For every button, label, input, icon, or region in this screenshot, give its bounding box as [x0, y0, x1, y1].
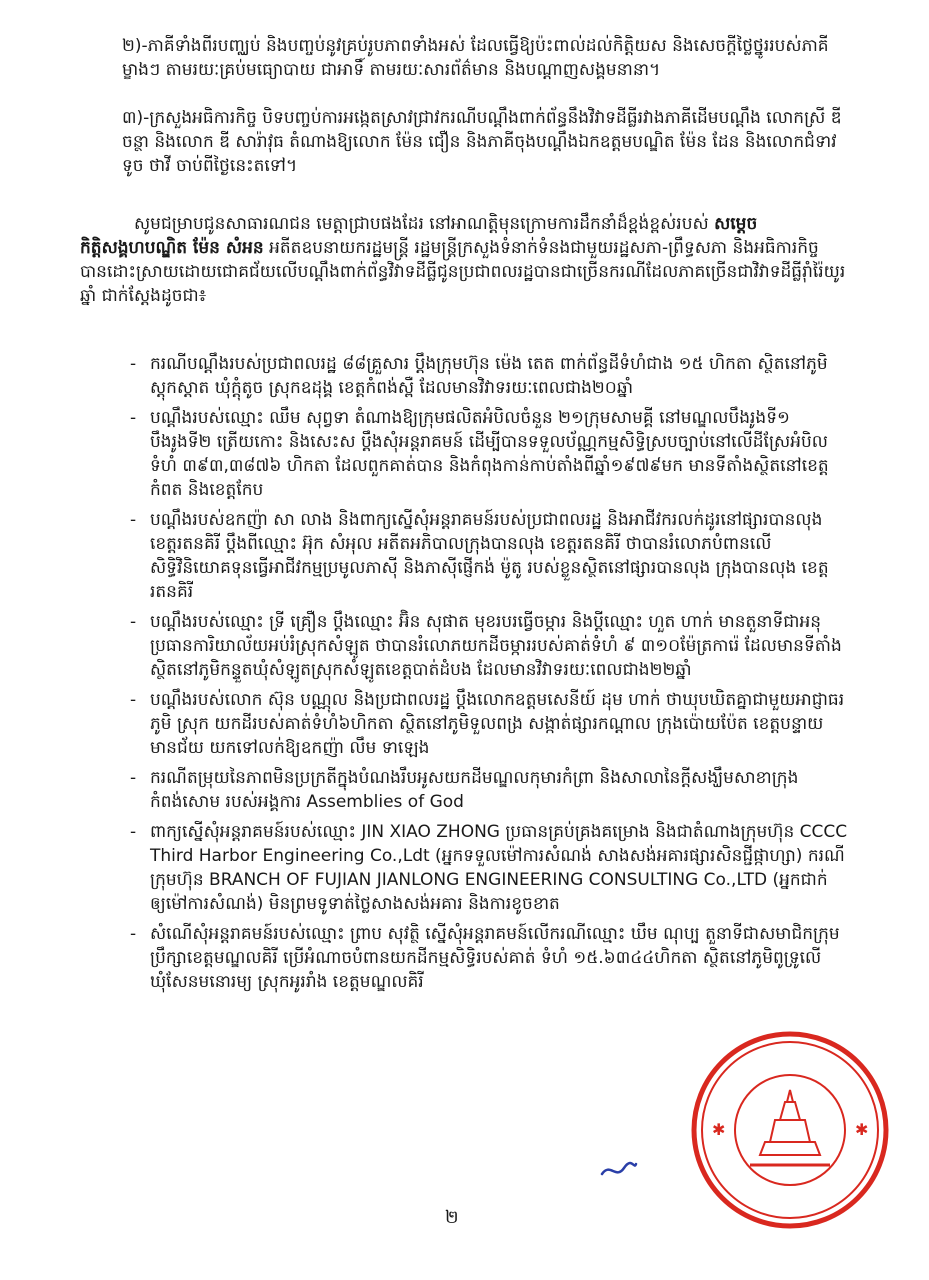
list-item-text: បណ្តឹងរបស់ឈ្មោះ ឈឹម សុព្វទា តំណាងឱ្យក្រុមផលិតអំបិលចំនួន ២១ក្រុមសាមគ្គី នៅមណ្ឌលបឹងរូងទី១ បឹងរូងទី២ ត្រើយកោះ និងសេះស ប្តឹងសុំអន្តរាគមន៍ ដើម្បីបានទទួលប័ណ្ណកម្មសិទ្ធិស្របច្បាប់នៅលើដីស្រែអំបិល ទំហំ ៣៩៣,៣៨៧៦ ហិកតា ដែលពួកគាត់បាន និងកំពុងកាន់កាប់តាំងពីឆ្នាំ១៩៧៩មក មានទីតាំងស្ថិតនៅខេត្តកំពត និងខេត្តកែប — [150, 408, 829, 500]
intro-text-b: អតីតឧបនាយករដ្ឋមន្ត្រី រដ្ឋមន្ត្រីក្រសួងទំនាក់ទំនងជាមួយរដ្ឋសភា-ព្រឹទ្ធសភា និងអធិការកិច្ច បានដោះស្រាយដោយជោគជ័យលើបណ្តឹងពាក់ព័ន្ធវិវាទដីធ្លីជូនប្រជាពលរដ្ឋបានជាច្រើនករណីដែលភាគច្រើនជាវិវាទដីធ្លីរ៉ាំរ៉ៃយូរឆ្នាំ ជាក់ស្តែងដូចជា៖ — [80, 238, 846, 306]
official-seal — [690, 1030, 890, 1230]
list-item: - បណ្តឹងរបស់ឧកញ៉ា សា លាង និងពាក្យស្នើសុំអន្តរាគមន៍របស់ប្រជាពលរដ្ឋ និងអាជីវករលក់ដូរនៅផ្សារបានលុង ខេត្តរតនគិរី ប្តឹងពីឈ្មោះ អ៊ុក សំអុល អតីតអភិបាលក្រុងបានលុង ខេត្តរតនគិរី ថាបានរំលោភបំពានលើសិទ្ធិវិនិយោគទុនធ្វើអាជីវកម្មប្រមូលភាស៊ី និងភាស៊ីផ្ញើកង់ ម៉ូតូ របស់ខ្លួនស្ថិតនៅផ្សារបានលុង ក្រុងបានលុង ខេត្តរតនគិរី — [130, 508, 850, 604]
list-item-text: ករណីតម្រុយនៃភាពមិនប្រក្រតីក្នុងបំណងរឹបអូសយកដីមណ្ឌលកុមារកំព្រា និងសាលានៃក្តីសង្ឃឹមសាខាក្រុងកំពង់សោម របស់អង្គការ Assemblies of God — [150, 768, 799, 812]
list-item-text: ករណីបណ្តឹងរបស់ប្រជាពលរដ្ឋ ៨៨គ្រួសារ ប្តឹងក្រុមហ៊ុន ម៉េង តេត ពាក់ព័ន្ធដីទំហំជាង ១៥ ហិកតា ស្ថិតនៅភូមិស្តុកស្តាត ឃុំក្តុំតូច ស្រុកឧដុង្គ ខេត្តកំពង់ស្ពឺ ដែលមានវិវាទរយៈពេលជាង២០ឆ្នាំ — [150, 354, 828, 398]
paragraph-3 — [80, 106, 850, 178]
paragraph-2 — [80, 34, 850, 82]
intro-text-bold: សម្តេចកិត្តិសង្គហបណ្ឌិត ម៉ែន សំអន — [80, 214, 758, 258]
list-item: - បណ្តឹងរបស់លោក ស៊ុន បណ្ណុល និងប្រជាពលរដ្ឋ ប្តឹងលោកឧត្តមសេនីយ៍ ដុម ហាក់ ថាឃុបឃិតគ្នាជាមួយអាជ្ញាធរភូមិ ស្រុក យកដីរបស់គាត់ទំហំ៦ហិកតា ស្ថិតនៅភូមិទួលពង្រ សង្កាត់ផ្សារកណ្តាល ក្រុងប៉ោយប៉ែត ខេត្តបន្ទាយមានជ័យ យកទៅលក់ឱ្យឧកញ៉ា លឹម ទាឡេង — [130, 688, 850, 760]
list-item: - បណ្តឹងរបស់ឈ្មោះ ទ្រី គ្រឿន ប្តឹងឈ្មោះ អ៊ិន សុផាត មុខរបរធ្វើចម្ការ និងប្តីឈ្មោះ ហួត ហាក់ មានតួនាទីជាអនុប្រធានការិយាល័យអប់រំស្រុកសំឡូត ថាបានរំលោភយកដីចម្ការរបស់គាត់ទំហំ ៩ ៣១០ម៉ែត្រការ៉េ ដែលមានទីតាំងស្ថិតនៅភូមិកន្ទួតឃុំសំឡូតស្រុកសំឡូតខេត្តបាត់ដំបង ដែលមានវិវាទរយៈពេលជាង២២ឆ្នាំ — [130, 610, 850, 682]
list-item: - បណ្តឹងរបស់ឈ្មោះ ឈឹម សុព្វទា តំណាងឱ្យក្រុមផលិតអំបិលចំនួន ២១ក្រុមសាមគ្គី នៅមណ្ឌលបឹងរូងទី១ បឹងរូងទី២ ត្រើយកោះ និងសេះស ប្តឹងសុំអន្តរាគមន៍ ដើម្បីបានទទួលប័ណ្ណកម្មសិទ្ធិស្របច្បាប់នៅលើដីស្រែអំបិល ទំហំ ៣៩៣,៣៨៧៦ ហិកតា ដែលពួកគាត់បាន និងកំពុងកាន់កាប់តាំងពីឆ្នាំ១៩៧៩មក មានទីតាំងស្ថិតនៅខេត្តកំពត និងខេត្តកែប — [130, 406, 850, 502]
list-item-text: សំណើសុំអន្តរាគមន៍របស់ឈ្មោះ ព្រាប សុវត្ថិ ស្នើសុំអន្តរាគមន៍លើករណីឈ្មោះ ឃឹម ណុប្ប តួនាទីជាសមាជិកក្រុមប្រឹក្សាខេត្តមណ្ឌលគិរី ប្រើអំណាចបំពានយកដីកម្មសិទ្ធិរបស់គាត់ ទំហំ ១៥.៦៣៤៤ហិកតា ស្ថិតនៅភូមិពូទ្រូលើ ឃុំសែនមនោរម្យ ស្រុកអូររាំង ខេត្តមណ្ឌលគិរី — [150, 924, 840, 992]
paragraph-2-text: ២)-ភាគីទាំងពីរបញ្ឈប់ និងបញ្ចប់នូវគ្រប់រូបភាពទាំងអស់ ដែលធ្វើឱ្យប៉ះពាល់ដល់កិត្តិយស និងសេចក្តីថ្លៃថ្នូររបស់ភាគីម្ខាងៗ តាមរយៈគ្រប់មធ្យោបាយ ជាអាទិ៍ តាមរយៈសារព័ត៌មាន និងបណ្តាញសង្គមនានា។ — [122, 36, 829, 80]
page-number: ២ — [445, 1207, 459, 1228]
svg-text:✱: ✱ — [712, 1120, 726, 1139]
list-item-text: ពាក្យស្នើសុំអន្តរាគមន៍របស់ឈ្មោះ JIN XIAO ZHONG ប្រធានគ្រប់គ្រងគម្រោង និងជាតំណាងក្រុមហ៊ុន CCCC Third Harbor Engineering Co.,Ldt (អ្នកទទួលម៉ៅការសំណង់ សាងសង់អគារផ្សារសិនជ្ជីផ្កាហ្សា) ករណីក្រុមហ៊ុន BRANCH OF FUJIAN JIANLONG ENGINEERING CONSULTING Co.,LTD (អ្នកជាក់ឲ្យម៉ៅការសំណង់) មិនព្រមទូទាត់ថ្លៃសាងសង់អគារ និងការខូចខាត — [150, 822, 848, 914]
paragraph-3-text: ៣)-ក្រសួងអធិការកិច្ច បិទបញ្ចប់ការអង្កេតស្រាវជ្រាវករណីបណ្តឹងពាក់ព័ន្ធនឹងវិវាទដីធ្លីរវាងភាគីដើមបណ្តឹង លោកស្រី ឌី ចន្ថា និងលោក ឌី សារ៉ាវុធ តំណាងឱ្យលោក ម៉ែន ជឿន និងភាគីចុងបណ្តឹងឯកឧត្តមបណ្ឌិត ម៉ែន ដែន និងលោកជំទាវ ទូច ថាវី ចាប់ពីថ្ងៃនេះតទៅ។ — [122, 108, 842, 176]
case-list — [130, 352, 850, 1000]
list-item-text: បណ្តឹងរបស់លោក ស៊ុន បណ្ណុល និងប្រជាពលរដ្ឋ ប្តឹងលោកឧត្តមសេនីយ៍ ដុម ហាក់ ថាឃុបឃិតគ្នាជាមួយអាជ្ញាធរភូមិ ស្រុក យកដីរបស់គាត់ទំហំ៦ហិកតា ស្ថិតនៅភូមិទួលពង្រ សង្កាត់ផ្សារកណ្តាល ក្រុងប៉ោយប៉ែត ខេត្តបន្ទាយមានជ័យ យកទៅលក់ឱ្យឧកញ៉ា លឹម ទាឡេង — [150, 690, 845, 758]
list-item: - សំណើសុំអន្តរាគមន៍របស់ឈ្មោះ ព្រាប សុវត្ថិ ស្នើសុំអន្តរាគមន៍លើករណីឈ្មោះ ឃឹម ណុប្ប តួនាទីជាសមាជិកក្រុមប្រឹក្សាខេត្តមណ្ឌលគិរី ប្រើអំណាចបំពានយកដីកម្មសិទ្ធិរបស់គាត់ ទំហំ ១៥.៦៣៤៤ហិកតា ស្ថិតនៅភូមិពូទ្រូលើ ឃុំសែនមនោរម្យ ស្រុកអូររាំង ខេត្តមណ្ឌលគិរី — [130, 922, 850, 994]
signature-mark — [598, 1158, 638, 1182]
list-item: - ករណីបណ្តឹងរបស់ប្រជាពលរដ្ឋ ៨៨គ្រួសារ ប្តឹងក្រុមហ៊ុន ម៉េង តេត ពាក់ព័ន្ធដីទំហំជាង ១៥ ហិកតា ស្ថិតនៅភូមិស្តុកស្តាត ឃុំក្តុំតូច ស្រុកឧដុង្គ ខេត្តកំពង់ស្ពឺ ដែលមានវិវាទរយៈពេលជាង២០ឆ្នាំ — [130, 352, 850, 400]
list-item-text: បណ្តឹងរបស់ឈ្មោះ ទ្រី គ្រឿន ប្តឹងឈ្មោះ អ៊ិន សុផាត មុខរបរធ្វើចម្ការ និងប្តីឈ្មោះ ហួត ហាក់ មានតួនាទីជាអនុប្រធានការិយាល័យអប់រំស្រុកសំឡូត ថាបានរំលោភយកដីចម្ការរបស់គាត់ទំហំ ៩ ៣១០ម៉ែត្រការ៉េ ដែលមានទីតាំងស្ថិតនៅភូមិកន្ទួតឃុំសំឡូតស្រុកសំឡូតខេត្តបាត់ដំបង ដែលមានវិវាទរយៈពេលជាង២២ឆ្នាំ — [150, 612, 842, 680]
list-item-text: បណ្តឹងរបស់ឧកញ៉ា សា លាង និងពាក្យស្នើសុំអន្តរាគមន៍របស់ប្រជាពលរដ្ឋ និងអាជីវករលក់ដូរនៅផ្សារបានលុង ខេត្តរតនគិរី ប្តឹងពីឈ្មោះ អ៊ុក សំអុល អតីតអភិបាលក្រុងបានលុង ខេត្តរតនគិរី ថាបានរំលោភបំពានលើសិទ្ធិវិនិយោគទុនធ្វើអាជីវកម្មប្រមូលភាស៊ី និងភាស៊ីផ្ញើកង់ ម៉ូតូ របស់ខ្លួនស្ថិតនៅផ្សារបានលុង ក្រុងបានលុង ខេត្តរតនគិរី — [150, 510, 829, 602]
intro-paragraph — [80, 212, 850, 308]
list-item: - ករណីតម្រុយនៃភាពមិនប្រក្រតីក្នុងបំណងរឹបអូសយកដីមណ្ឌលកុមារកំព្រា និងសាលានៃក្តីសង្ឃឹមសាខាក្រុងកំពង់សោម របស់អង្គការ Assemblies of God — [130, 766, 850, 814]
svg-text:✱: ✱ — [855, 1120, 869, 1139]
list-item: - ពាក្យស្នើសុំអន្តរាគមន៍របស់ឈ្មោះ JIN XIAO ZHONG ប្រធានគ្រប់គ្រងគម្រោង និងជាតំណាងក្រុមហ៊ុន CCCC Third Harbor Engineering Co.,Ldt (អ្នកទទួលម៉ៅការសំណង់ សាងសង់អគារផ្សារសិនជ្ជីផ្កាហ្សា) ករណីក្រុមហ៊ុន BRANCH OF FUJIAN JIANLONG ENGINEERING CONSULTING Co.,LTD (អ្នកជាក់ឲ្យម៉ៅការសំណង់) មិនព្រមទូទាត់ថ្លៃសាងសង់អគារ និងការខូចខាត — [130, 820, 850, 916]
intro-text-a: សូមជម្រាបជូនសាធារណជន មេត្តាជ្រាបផងដែរ នៅអាណត្តិមុនក្រោមការដឹកនាំដ៏ខ្ពង់ខ្ពស់របស់ — [134, 214, 715, 234]
intro-text — [80, 212, 850, 308]
